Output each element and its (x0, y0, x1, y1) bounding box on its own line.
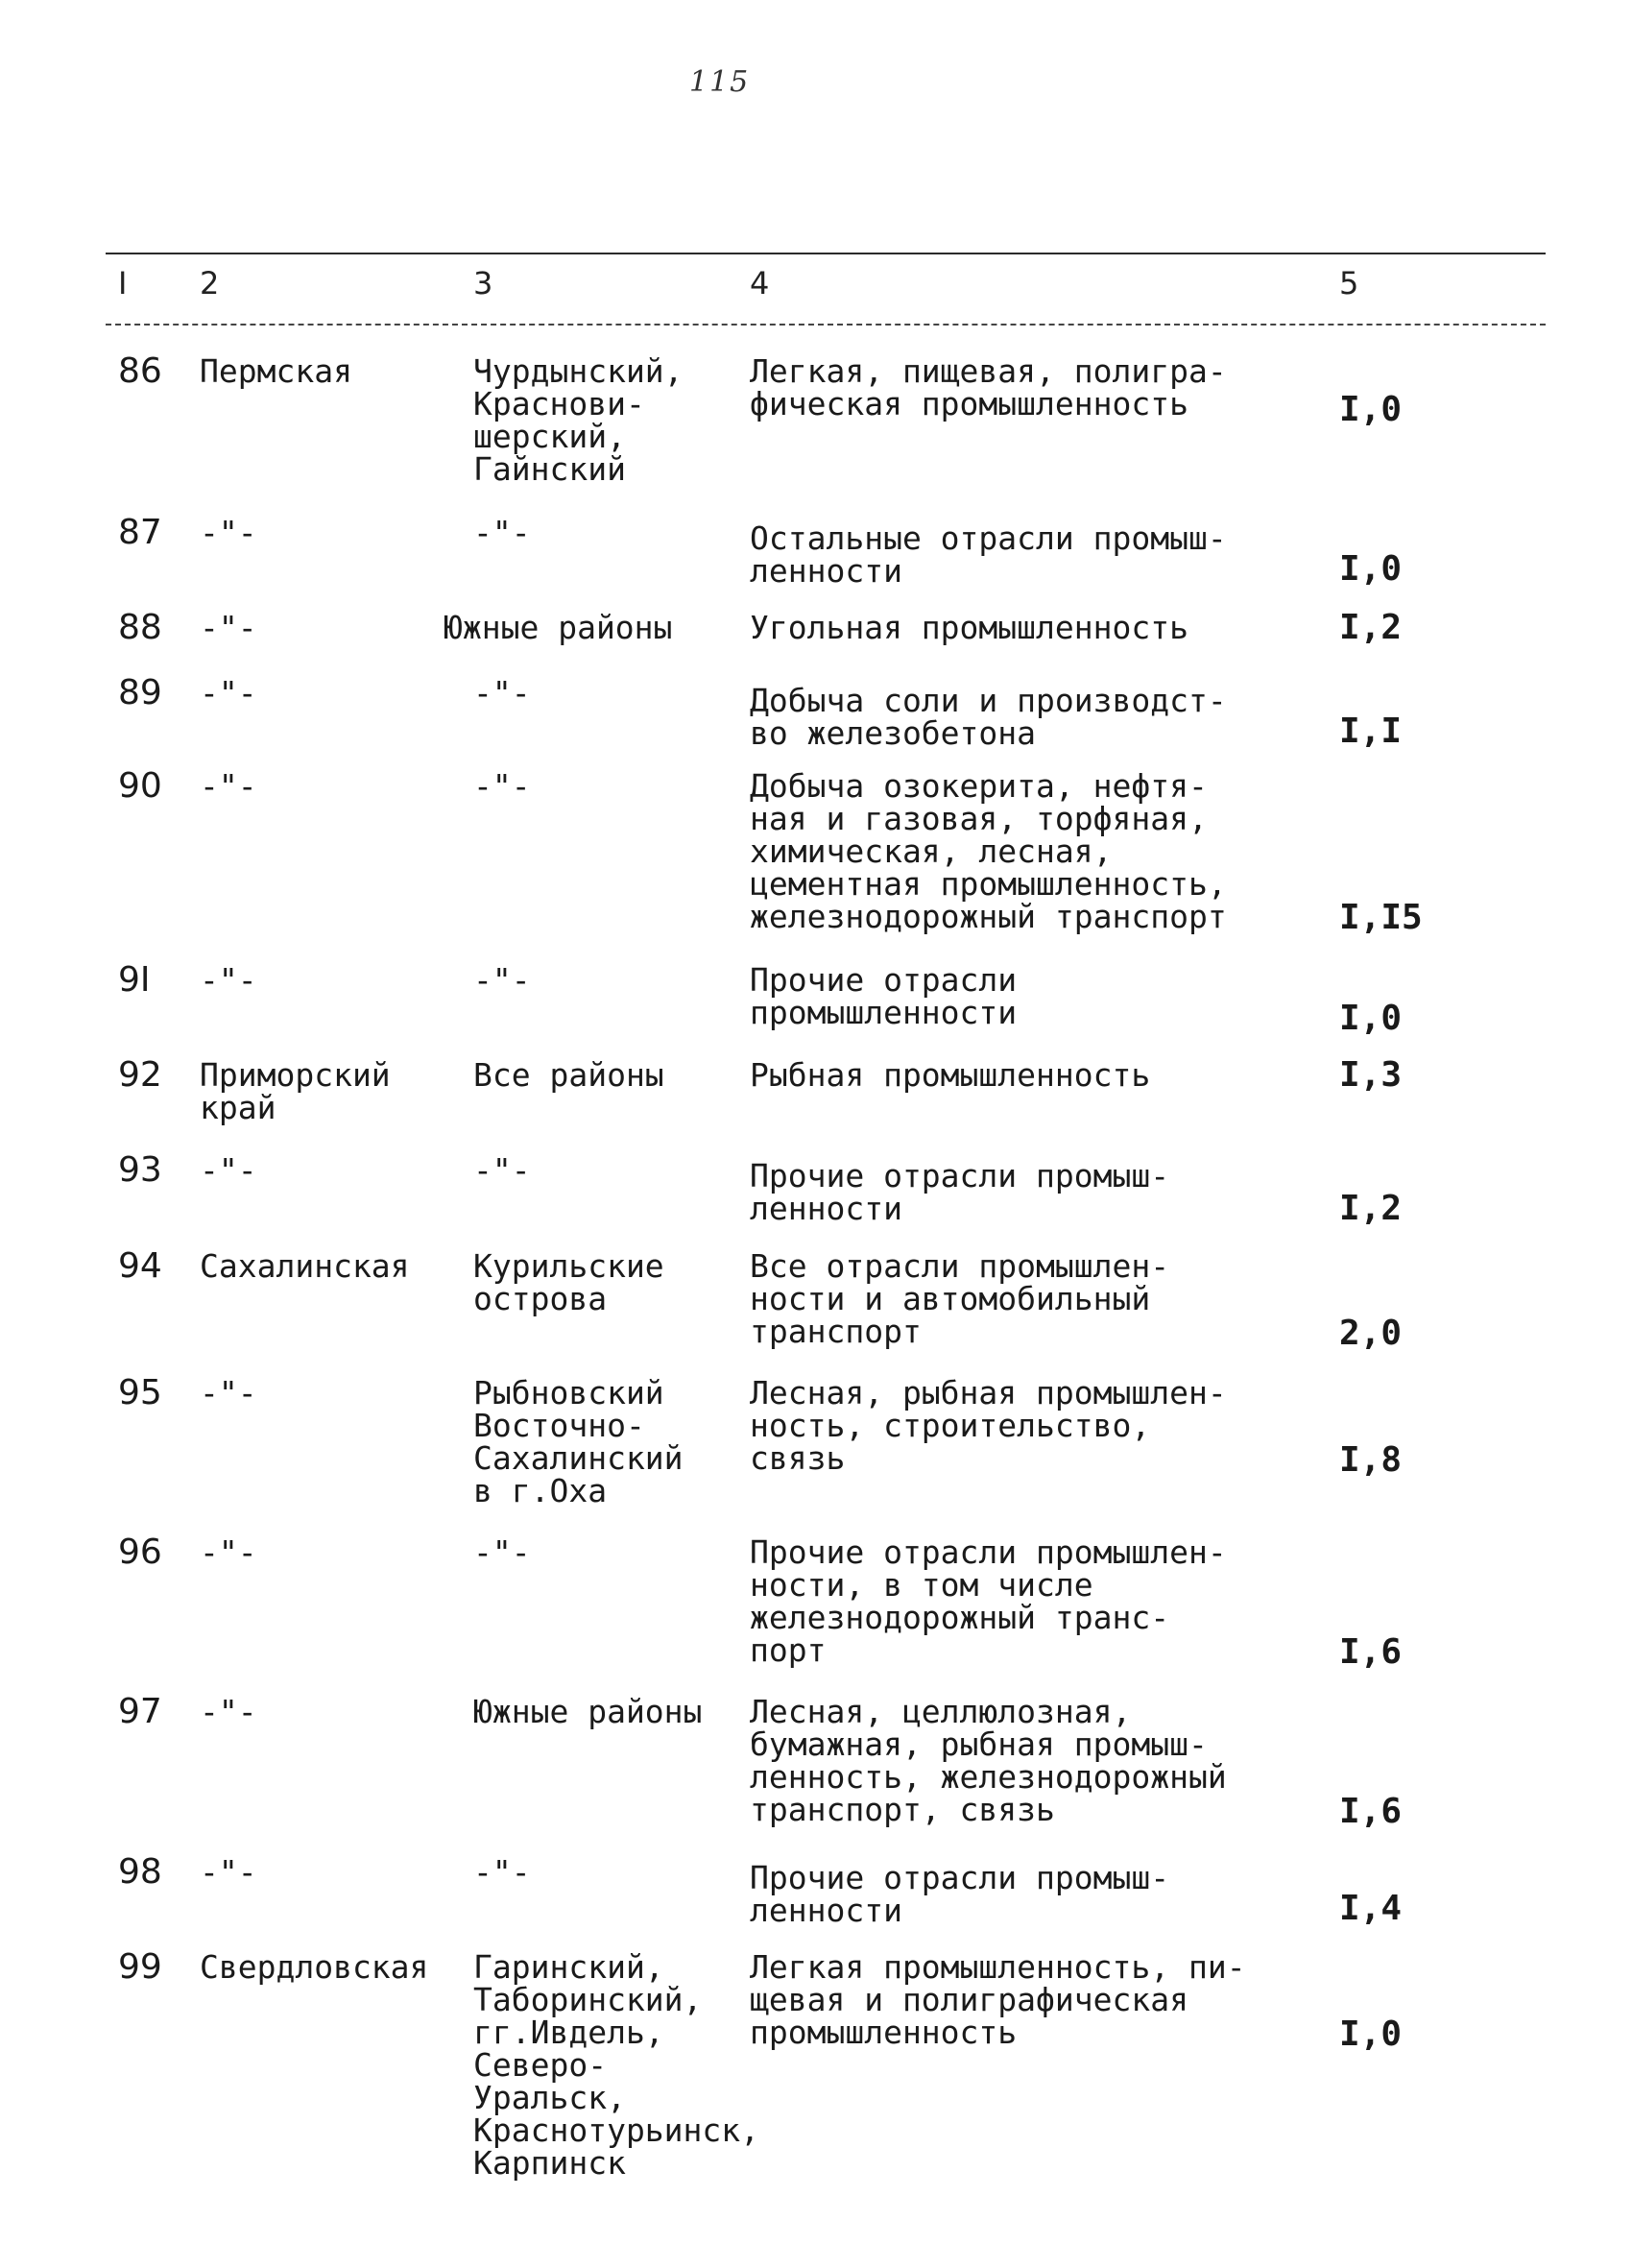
coefficient-cell: I,4 (1339, 1889, 1403, 1928)
districts-cell: -"- (473, 1533, 531, 1571)
column-header-4: 4 (750, 265, 770, 302)
column-header-1: I (118, 265, 128, 302)
districts-cell: -"- (473, 1853, 531, 1891)
row-number: 86 (118, 351, 162, 391)
row-number: 97 (118, 1692, 162, 1731)
industry-cell: Остальные отрасли промыш- ленности (750, 519, 1227, 590)
region-cell: Приморский край (200, 1056, 391, 1126)
districts-cell: -"- (473, 1151, 531, 1189)
coefficient-cell: I,6 (1339, 1792, 1403, 1831)
districts-cell: Рыбновский Восточно- Сахалинский в г.Оха (473, 1374, 684, 1509)
column-header-2: 2 (200, 265, 220, 302)
row-number: 92 (118, 1055, 162, 1095)
row-number: 88 (118, 608, 162, 647)
coefficient-cell: I,0 (1339, 2015, 1403, 2054)
coefficient-cell: I,I (1339, 712, 1403, 751)
districts-cell: Гаринский, Таборинский, гг.Ивдель, Северо- Уральск, Краснотурьинск, Карпинск (473, 1948, 760, 2182)
industry-cell: Прочие отрасли промыш- ленности (750, 1157, 1170, 1227)
industry-cell: Прочие отрасли промышлен- ности, в том числе железнодорожный транс- порт (750, 1533, 1227, 1669)
industry-cell: Добыча озокерита, нефтя- ная и газовая, торфяная, химическая, лесная, цементная промышленность, железнодорожный транспорт (750, 767, 1227, 935)
industry-cell: Угольная промышленность (750, 609, 1188, 646)
region-cell: Свердловская (200, 1948, 429, 1986)
row-number: 99 (118, 1947, 162, 1987)
coefficient-cell: I,2 (1339, 1189, 1403, 1228)
industry-cell: Легкая промышленность, пи- щевая и полиграфическая промышленность (750, 1948, 1246, 2051)
industry-cell: Лесная, рыбная промышлен- ность, строительство, связь (750, 1374, 1227, 1477)
row-number: 98 (118, 1852, 162, 1892)
districts-cell: -"- (473, 674, 531, 712)
coefficient-cell: I,0 (1339, 549, 1403, 589)
page-number: 115 (689, 65, 751, 99)
region-cell: -"- (200, 1533, 257, 1571)
column-header-5: 5 (1339, 265, 1359, 302)
industry-cell: Прочие отрасли промыш- ленности (750, 1859, 1170, 1929)
coefficient-cell: I,I5 (1339, 898, 1423, 937)
industry-cell: Добыча соли и производст- во железобетона (750, 682, 1227, 752)
districts-cell: Южные районы (473, 1693, 703, 1730)
row-number: 9I (118, 960, 151, 1000)
districts-cell: Курильские острова (473, 1247, 664, 1317)
region-cell: -"- (200, 767, 257, 805)
districts-cell: -"- (473, 961, 531, 999)
districts-cell: -"- (473, 767, 531, 805)
region-cell: Пермская (200, 352, 352, 390)
region-cell: -"- (200, 1693, 257, 1730)
coefficient-cell: I,8 (1339, 1440, 1403, 1480)
industry-cell: Все отрасли промышлен- ности и автомобильный транспорт (750, 1247, 1170, 1350)
region-cell: -"- (200, 961, 257, 999)
coefficient-cell: 2,0 (1339, 1314, 1403, 1353)
row-number: 87 (118, 513, 162, 552)
column-header-3: 3 (473, 265, 493, 302)
row-number: 96 (118, 1532, 162, 1572)
row-number: 89 (118, 673, 162, 712)
districts-cell: Все районы (473, 1056, 664, 1094)
region-cell: -"- (200, 1151, 257, 1189)
row-number: 95 (118, 1373, 162, 1412)
coefficient-cell: I,2 (1339, 608, 1403, 647)
region-cell: -"- (200, 609, 257, 646)
table-header-rule (106, 324, 1546, 326)
region-cell: -"- (200, 1853, 257, 1891)
coefficient-cell: I,3 (1339, 1055, 1403, 1095)
industry-cell: Прочие отрасли промышленности (750, 961, 1018, 1031)
region-cell: Сахалинская (200, 1247, 410, 1285)
region-cell: -"- (200, 674, 257, 712)
industry-cell: Рыбная промышленность (750, 1056, 1151, 1094)
region-cell: -"- (200, 1374, 257, 1411)
coefficient-cell: I,0 (1339, 390, 1403, 429)
row-number: 94 (118, 1246, 162, 1286)
industry-cell: Легкая, пищевая, полигра- фическая промышленность (750, 352, 1227, 422)
region-cell: -"- (200, 514, 257, 551)
row-number: 90 (118, 766, 162, 806)
coefficient-cell: I,6 (1339, 1632, 1403, 1672)
industry-cell: Лесная, целлюлозная, бумажная, рыбная промыш- ленность, железнодорожный транспорт, связь (750, 1693, 1227, 1828)
districts-cell: Южные районы (444, 609, 673, 646)
row-number: 93 (118, 1150, 162, 1190)
table-top-rule (106, 253, 1546, 254)
districts-cell: Чурдынский, Краснови- шерский, Гайнский (473, 352, 684, 488)
coefficient-cell: I,0 (1339, 999, 1403, 1038)
districts-cell: -"- (473, 514, 531, 551)
